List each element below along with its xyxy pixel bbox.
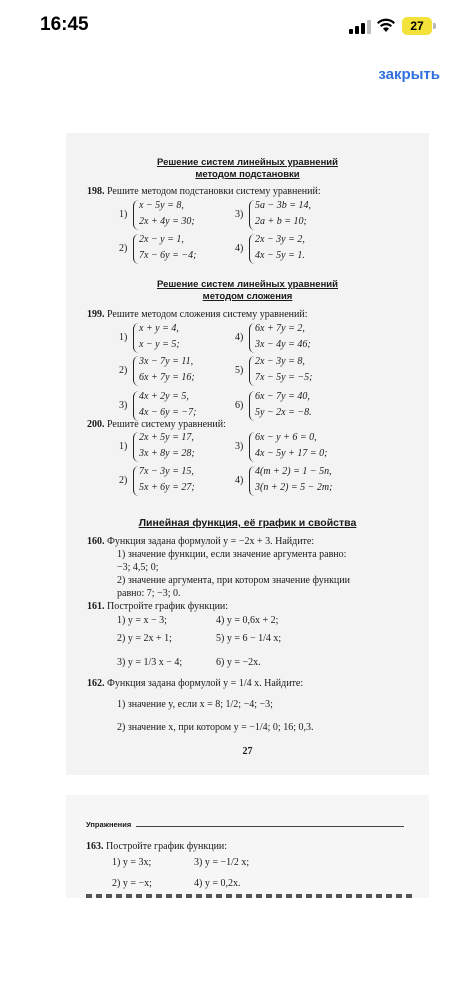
problem-199-statement: 199. Решите методом сложения систему уравнений: [87, 309, 308, 320]
close-button[interactable]: закрыть [378, 66, 440, 83]
problem-198-statement: 198. Решите методом подстановки систему уравнений: [87, 186, 321, 197]
problem-163-item-2: 2) y = −x; [112, 878, 152, 889]
problem-161-item-5: 5) y = 6 − 1/4 x; [216, 633, 282, 644]
textbook-page-next [66, 795, 429, 898]
problem-161-item-6: 6) y = −2x. [216, 657, 261, 668]
problem-161-item-2: 2) y = 2x + 1; [117, 633, 172, 644]
problem-160-line2: 1) значение функции, если значение аргумента равно: [117, 549, 347, 560]
problem-160-line5: равно: 7; −3; 0. [117, 588, 181, 599]
section-title-addition: Решение систем линейных уравнений методом сложения [156, 279, 338, 302]
problem-200-statement: 200. Решите систему уравнений: [87, 419, 226, 430]
problem-161-item-3: 3) y = 1/3 x − 4; [117, 657, 183, 668]
status-bar [0, 0, 462, 54]
problem-162-statement: 162. Функция задана формулой y = 1/4 x. Найдите: [87, 678, 304, 689]
battery-tip [433, 23, 436, 29]
problem-163-item-3: 3) y = −1/2 x; [194, 857, 250, 868]
header-rule [136, 826, 404, 827]
page-gap [66, 775, 429, 795]
problem-163-item-4: 4) y = 0,2x. [194, 878, 241, 889]
clock: 16:45 [40, 14, 89, 35]
section-title-linear-function: Линейная функция, её график и свойства [138, 517, 357, 529]
exercises-header: Упражнения [86, 820, 132, 829]
problem-163-item-1: 1) y = 3x; [112, 857, 152, 868]
problem-160-statement: 160. Функция задана формулой y = −2x + 3. Найдите: [87, 536, 315, 547]
problem-162-line3: 2) значение x, при котором y = −1/4; 0; 16; 0,3. [117, 722, 314, 733]
problem-161-item-4: 4) y = 0,6x + 2; [216, 615, 279, 626]
cellular-signal-icon [349, 20, 371, 34]
problem-160-line3: −3; 4,5; 0; [117, 562, 159, 573]
problem-160-line4: 2) значение аргумента, при котором значение функции [117, 575, 350, 586]
problem-162-line2: 1) значение y, если x = 8; 1/2; −4; −3; [117, 699, 273, 710]
page-number: 27 [242, 746, 253, 757]
problem-161-item-1: 1) y = x − 3; [117, 615, 167, 626]
problem-163-statement: 163. Постройте график функции: [86, 841, 228, 852]
battery-icon: 27 [402, 17, 432, 35]
problem-161-statement: 161. Постройте график функции: [87, 601, 229, 612]
wifi-icon [376, 17, 396, 33]
cut-off-text-line [86, 894, 416, 898]
textbook-page: Решение систем линейных уравнений методом подстановки 198. Решите методом подстановки систему уравнений: 1) x − 5y = 8, 2x + 4y = 30; 3) 5a − 3b = 14, 2a + b = 10; 2) 2x − y = 1, 7x − 6y = −4; 4) 2x − 3y = 2, 4x − 5y = 1. Решение систем линейных уравнений методом сложения 199. Решите методом сложения систему уравнений: 1) x + y = 4, x − y = 5; 4) 6x + 7y = 2, 3x − 4y = 46; 2) 3x − 7y = 11, 6x + 7y = 16; 5) 2x − 3y = 8, 7x − 5y = −5; 3) 4x + 2y = 5, 4x − 6y = −7; 6) 6x − 7y = 40, 5y − 2x = −8. 200. Решите систему уравнений: 1) 2x + 5y = 17, 3x + 8y = 28; 3) 6x − y + 6 = 0, 4x − 5y + 17 = 0; 2) 7x − 3y = 15, 5x + 6y = 27; 4) 4(m + 2) = 1 − 5n, 3(n + 2) = 5 − 2m; Линейная функция, её график и свойства 160. Функция задана формулой y = −2x + 3. Найдите: 1) значение функции, если значение аргумента равно: −3; 4,5; 0; 2) значение аргумента, при котором значение функции равно: 7; −3; 0. 161. Постройте график функции: 1) y = x − 3; 4) y = 0,6x + 2; 2) y = 2x + 1; 5) y = 6 − 1/4 x; 3) y = 1/3 x − 4; 6) y = −2x. 162. Функция задана формулой y = 1/4 x. Найдите: 1) значение y, если x = 8; 1/2; −4; −3; 2) значение x, при котором y = −1/4; 0; 16; 0,3. 27 [66, 133, 429, 775]
section-title-substitution: Решение систем линейных уравнений методом подстановки [156, 157, 338, 180]
